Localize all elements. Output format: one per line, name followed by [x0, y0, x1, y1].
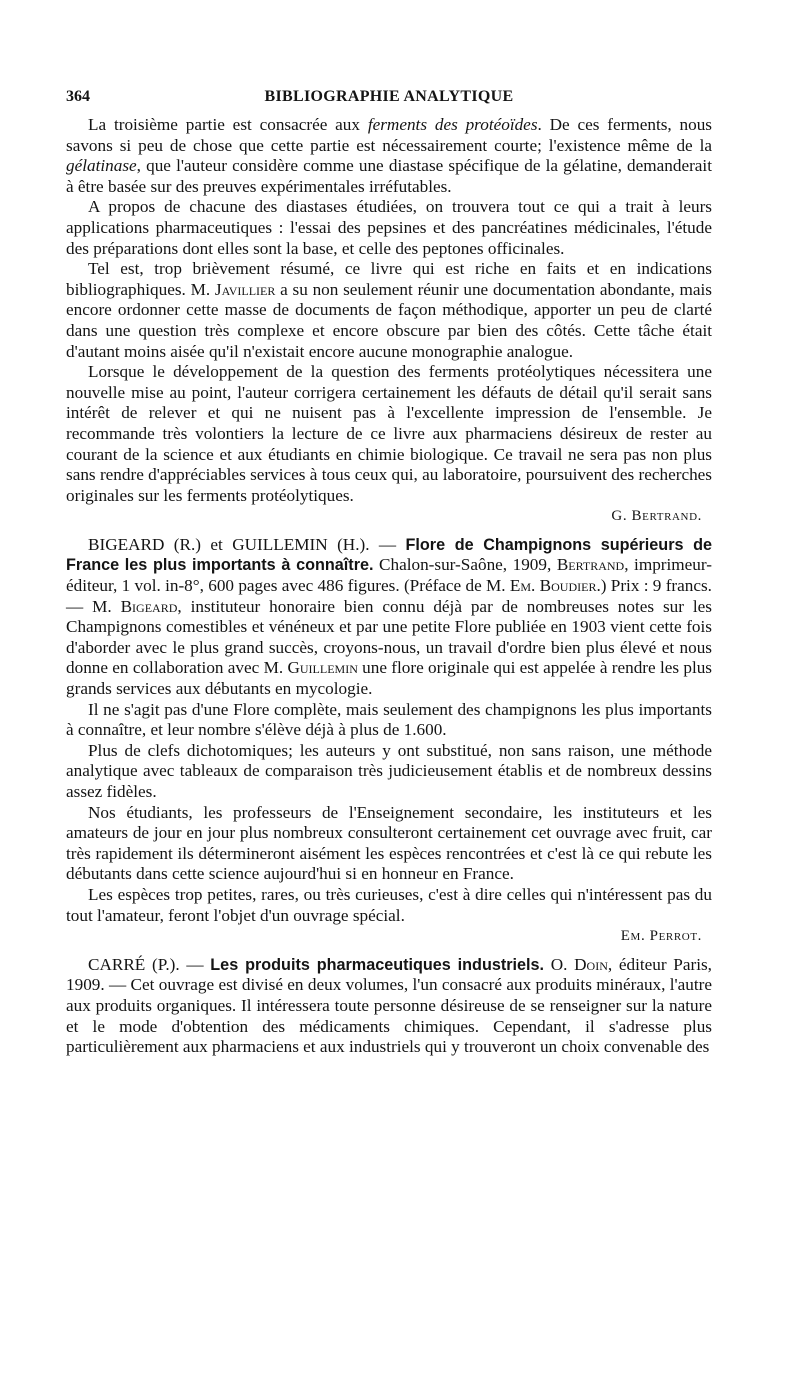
paragraph: Nos étudiants, les professeurs de l'Enseignement secondaire, les instituteurs et les amateurs de jour en jour plus nombreux consulteront certainement cet ouvrage avec fruit, car très rapidement ils détermineront aisément les espèces rencontrées et c'est là ce qui rebute les débutants dans cette science aujourd'hui si en honneur en France. — [66, 802, 712, 884]
signature: G. Bertrand. — [611, 508, 702, 525]
authors: BIGEARD (R.) et GUILLEMIN (H.). — — [88, 534, 406, 554]
review-bigeard-guillemin — [66, 535, 712, 947]
paragraph: Lorsque le développement de la question des ferments protéolytiques nécessitera une nouvelle mise au point, l'auteur corrigera certainement les défauts de détail qu'il serait sans intérêt de relever et qui ne nuisent pas à l'excellente impression de l'ensemble. Je recommande très volontiers la lecture de ce livre aux pharmaciens désireux de rester au courant de la science et aux étudiants en chimie biologique. Ce travail ne sera pas non plus sans rendre d'appréciables services à tous ceux qui, au laboratoire, poursuivent des recherches originales sur les ferments protéolytiques. — [66, 362, 712, 505]
paragraph: BIGEARD (R.) et GUILLEMIN (H.). — Flore de Champignons supérieurs de France les plus importants à connaître. Chalon-sur-Saône, 1909, Bertrand, imprimeur-éditeur, 1 vol. in-8°, 600 pages avec 486 figures. (Préface de M. Em. Boudier.) Prix : 9 francs. — M. Bigeard, instituteur honoraire bien connu déjà par de nombreuses notes sur les Champignons comestibles et vénéneux et par une petite Flore publiée en 1903 vient cette fois d'aborder avec le plus grand succès, croyons-nous, un travail d'ordre bien plus élevé et nous donne en collaboration avec M. Guillemin une flore originale qui est appelée à rendre les plus grands services aux débutants en mycologie. — [66, 534, 712, 699]
review-carre — [66, 955, 712, 1058]
document-page — [66, 88, 712, 1058]
signature: Em. Perrot. — [620, 928, 702, 945]
paragraph: La troisième partie est consacrée aux ferments des protéoïdes. De ces ferments, nous savons si peu de chose que cette partie est nécessairement courte; l'existence même de la gélatinase, que l'auteur considère comme une diastase spécifique de la gélatine, demanderait à être basée sur des preuves expérimentales irréfutables. — [66, 115, 712, 196]
paragraph: Les espèces trop petites, rares, ou très curieuses, c'est à dire celles qui n'intéressent pas du tout l'amateur, feront l'objet d'un ouvrage spécial. — [66, 884, 712, 925]
page-header — [66, 88, 712, 106]
authors: CARRÉ (P.). — — [88, 954, 211, 974]
page-number: 364 — [66, 88, 90, 105]
paragraph: CARRÉ (P.). — Les produits pharmaceutiques industriels. O. Doin, éditeur Paris, 1909. — Cet ouvrage est divisé en deux volumes, l'un consacré aux produits minéraux, l'autre aux produits organiques. Il intéressera toute personne désireuse de se renseigner sur la nature et le mode d'obtention des médicaments chimiques. Cependant, il s'adresse plus particulièrement aux pharmaciens et aux industriels qui y trouveront un choix convenable des — [66, 954, 712, 1057]
book-title: Les produits pharmaceutiques industriels. — [210, 955, 545, 974]
running-title: BIBLIOGRAPHIE ANALYTIQUE — [264, 88, 514, 105]
paragraph: Plus de clefs dichotomiques; les auteurs y ont substitué, non sans raison, une méthode analytique avec tableaux de comparaison très judicieusement établis et de nombreux dessins assez fidèles. — [66, 740, 712, 801]
paragraph: Il ne s'agit pas d'une Flore complète, mais seulement des champignons les plus importants à connaître, et leur nombre s'élève déjà à plus de 1.600. — [66, 699, 712, 740]
review-javillier — [66, 115, 712, 527]
book-title: Flore de Champignons supérieurs de France les plus importants à connaître. — [66, 535, 712, 575]
paragraph: Tel est, trop brièvement résumé, ce livre qui est riche en faits et en indications bibliographiques. M. Javillier a su non seulement réunir une documentation abondante, mais encore ordonner cette masse de documents de façon méthodique, apporter un peu de clarté dans une question très complexe et encore obscure par bien des côtés. Cette tâche était d'autant moins aisée qu'il n'existait encore aucune monographie analogue. — [66, 259, 712, 361]
paragraph: A propos de chacune des diastases étudiées, on trouvera tout ce qui a trait à leurs applications pharmaceutiques : l'essai des pepsines et des pancréatines médicinales, l'étude des préparations dont elles sont la base, et celle des peptones officinales. — [66, 197, 712, 258]
